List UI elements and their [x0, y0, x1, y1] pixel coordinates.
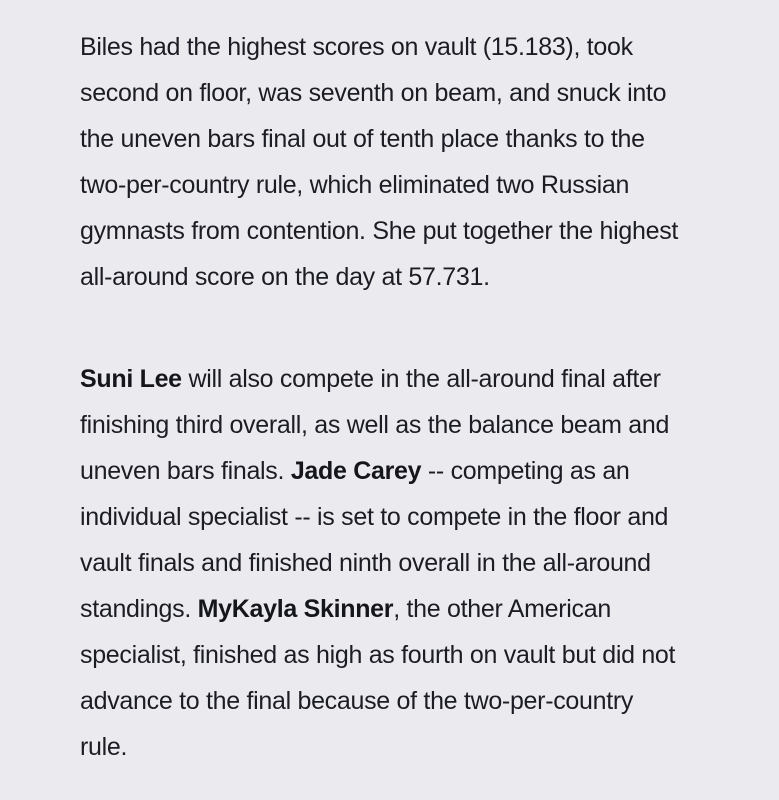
text-fragment: uneven bars finals.	[80, 457, 291, 485]
text-line: specialist, finished as high as fourth on vault but did not	[80, 641, 676, 669]
text-line: vault finals and finished ninth overall in the all-around	[80, 549, 651, 577]
text-line	[80, 356, 730, 402]
text-fragment: will also compete in the all-around final after	[181, 365, 661, 393]
text-line: gymnasts from contention. She put together the highest	[80, 217, 679, 245]
text-line: two-per-country rule, which eliminated two Russian	[80, 171, 630, 199]
paragraph-biles	[80, 24, 730, 300]
text-line: the uneven bars final out of tenth place thanks to the	[80, 125, 645, 153]
text-line: all-around score on the day at 57.731.	[80, 263, 490, 291]
athlete-name-jade-carey: Jade Carey	[290, 457, 422, 485]
athlete-name-suni-lee: Suni Lee	[80, 365, 182, 393]
text-line: finishing third overall, as well as the balance beam and	[80, 411, 670, 439]
text-line	[80, 586, 730, 632]
text-line: Biles had the highest scores on vault (15.183), took	[80, 33, 633, 61]
text-fragment: standings.	[80, 595, 198, 623]
text-line: individual specialist -- is set to compete in the floor and	[80, 503, 669, 531]
text-line: advance to the final because of the two-per-country	[80, 687, 634, 715]
text-line	[80, 448, 730, 494]
paragraph-team	[80, 356, 730, 770]
athlete-name-mykayla-skinner: MyKayla Skinner	[197, 595, 394, 623]
text-line: second on floor, was seventh on beam, and snuck into	[80, 79, 667, 107]
text-line: rule.	[80, 733, 128, 761]
text-fragment: , the other American	[393, 595, 611, 623]
text-fragment: -- competing as an	[421, 457, 630, 485]
